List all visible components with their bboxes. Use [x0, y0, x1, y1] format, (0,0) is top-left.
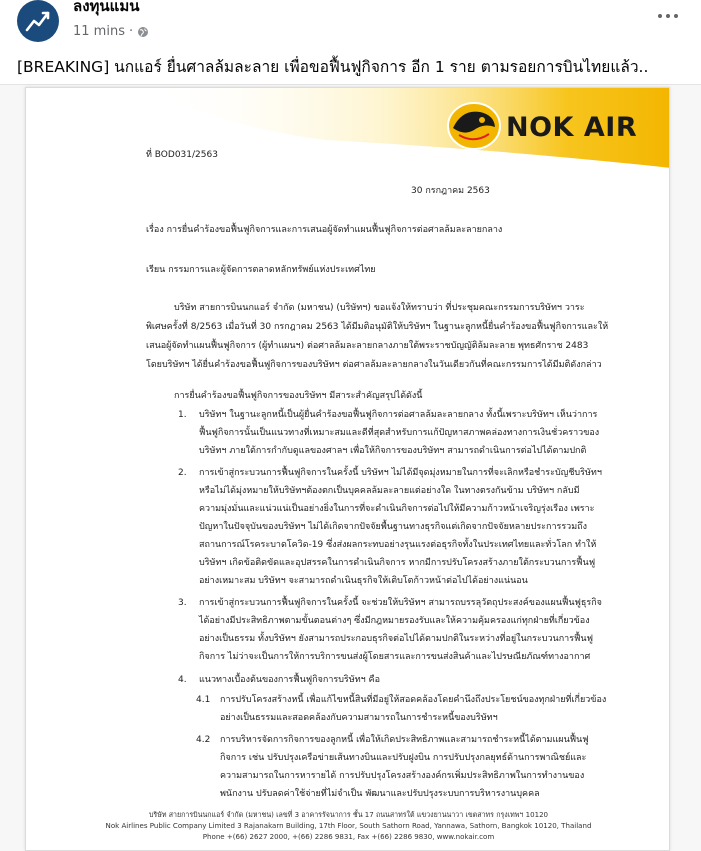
intro-line: บริษัท สายการบินนกแอร์ จำกัด (มหาชน) (บริษัทฯ) ขอแจ้งให้ทราบว่า ที่ประชุมคณะกรรมการบริษัทฯ วาระ — [174, 303, 585, 313]
nok-bird-icon — [444, 100, 504, 152]
item-number: 2. — [178, 468, 187, 478]
item-line: บริษัทฯ ในฐานะลูกหนี้เป็นผู้ยื่นคำร้องขอฟื้นฟูกิจการต่อศาลล้มละลายกลาง ทั้งนี้เพราะบริษัทฯ เห็นว่าการ — [199, 410, 598, 420]
item-number: 3. — [178, 598, 187, 608]
document-image[interactable] — [25, 87, 670, 851]
item-line: สถานการณ์โรคระบาดโควิด-19 ซึ่งส่งผลกระทบอย่างรุนแรงต่อธุรกิจทั้งในประเทศไทยและทั่วโลก ทำให้ — [199, 540, 597, 550]
document-date: 30 กรกฎาคม 2563 — [411, 186, 490, 196]
more-options-button[interactable] — [655, 6, 683, 26]
subitem-line: การบริหารจัดการกิจการของลูกหนี้ เพื่อให้เกิดประสิทธิภาพและสามารถชำระหนี้ได้ตามแผนฟื้นฟู — [220, 735, 589, 745]
intro-line: เสนอผู้จัดทำแผนฟื้นฟูกิจการ (ผู้ทำแผนฯ) ต่อศาลล้มละลายกลางภายใต้พระราชบัญญัติล้มละลาย พุทธศักราช 2483 — [146, 341, 589, 351]
menu-dot — [674, 14, 678, 18]
post-header — [0, 0, 701, 46]
subitem-number: 4.2 — [196, 735, 211, 745]
item-line: ปัญหาในปัจจุบันของบริษัทฯ ไม่ได้เกิดจากปัจจัยพื้นฐานทางธุรกิจแต่เกิดจากปัจจัยหลายประการรวมถึง — [199, 522, 587, 532]
meta-separator: · — [128, 24, 134, 39]
item-line: การเข้าสู่กระบวนการฟื้นฟูกิจการในครั้งนี้ จะช่วยให้บริษัทฯ สามารถบรรลุวัตถุประสงค์ของแผนฟื้นฟูธุรกิจ — [199, 598, 602, 608]
item-number: 1. — [178, 410, 187, 420]
item-line: บริษัทฯ เกิดข้อติดขัดและอุปสรรคในการดำเนินกิจการ หากมีการปรับโครงสร้างภายใต้กระบวนการฟื้นฟู — [199, 558, 596, 568]
item-line: ฟื้นฟูกิจการนั้นเป็นแนวทางที่เหมาะสมและดีที่สุดสำหรับการแก้ปัญหาสภาพคล่องทางการเงินชั่วคราวของ — [199, 428, 600, 438]
summary-heading: การยื่นคำร้องขอฟื้นฟูกิจการของบริษัทฯ มีสาระสำคัญสรุปได้ดังนี้ — [174, 391, 423, 401]
item-line: ความมุ่งมั่นและแน่วแน่เป็นอย่างยิ่งในการที่จะดำเนินกิจการต่อไปให้มีความก้าวหน้าเจริญรุ่งเรือง เพราะ — [199, 504, 595, 514]
intro-line: พิเศษครั้งที่ 8/2563 เมื่อวันที่ 30 กรกฎาคม 2563 ได้มีมติอนุมัติให้บริษัทฯ ในฐานะลูกหนี้ยื่นคำร้องขอฟื้นฟูกิจการและให้ — [146, 322, 609, 332]
subitem-line: อย่างเป็นธรรมและสอดคล้องกับความสามารถในการชำระหนี้ของบริษัทฯ — [220, 713, 498, 723]
subitem-number: 4.1 — [196, 695, 211, 705]
post-text: [BREAKING] นกแอร์ ยื่นศาลล้มละลาย เพื่อขอฟื้นฟูกิจการ อีก 1 ราย ตามรอยการบินไทยแล้ว.. — [17, 58, 649, 76]
brand-name: NOK AIR — [506, 112, 638, 143]
subitem-line: พนักงาน ปรับลดค่าใช้จ่ายที่ไม่จำเป็น พัฒนาและปรับปรุงระบบการบริหารงานบุคคล — [220, 789, 540, 799]
more-horizontal-icon — [658, 14, 662, 18]
document-ref: ที่ BOD031/2563 — [146, 150, 218, 160]
post-time[interactable]: 11 mins — [73, 24, 125, 39]
globe-icon[interactable] — [137, 26, 149, 38]
chart-line-icon — [17, 0, 59, 42]
subitem-line: การปรับโครงสร้างหนี้ เพื่อแก้ไขหนี้สินที่มีอยู่ให้สอดคล้องโดยคำนึงถึงประโยชน์ของทุกฝ่ายที่เกี่ยวข้อง — [220, 695, 607, 705]
subitem-line: กิจการ เช่น ปรับปรุงเครือข่ายเส้นทางบินและปรับฝูงบิน การปรับปรุงกลยุทธ์ด้านการพาณิชย์และ — [220, 753, 587, 763]
item-line: แนวทางเบื้องต้นของการฟื้นฟูกิจการบริษัทฯ คือ — [199, 675, 380, 685]
item-line: กิจการ ไม่ว่าจะเป็นการให้การบริการขนส่งผู้โดยสารและการขนส่งสินค้าและไปรษณียภัณฑ์ทางอากาศ — [199, 652, 591, 662]
item-line: บริษัทฯ ภายใต้การกำกับดูแลของศาลฯ เพื่อให้กิจการของบริษัทฯ สามารถดำเนินการต่อไปได้ตามปกติ — [199, 446, 587, 456]
page-avatar[interactable] — [17, 0, 59, 42]
item-line: อย่างเหมาะสม บริษัทฯ จะสามารถดำเนินธุรกิจให้เติบโตก้าวหน้าต่อไปได้อย่างแน่นอน — [199, 576, 528, 586]
item-line: หรือไม่ได้มุ่งหมายให้บริษัทฯต้องตกเป็นบุคคลล้มละลายแต่อย่างใด ในทางตรงกันข้าม บริษัทฯ กลับมี — [199, 486, 580, 496]
item-line: ได้อย่างมีประสิทธิภาพตามขั้นตอนต่างๆ ซึ่งมีกฎหมายรองรับและให้ความคุ้มครองแก่ทุกฝ่ายที่เกี่ยวข้อง — [199, 616, 590, 626]
footer-line: Nok Airlines Public Company Limited 3 Rajanakarn Building, 17th Floor, South Sathorn Road, Yannawa, Sathorn, Bangkok 10120, Thailand — [105, 821, 592, 830]
footer-line: บริษัท สายการบินนกแอร์ จำกัด (มหาชน) เลขที่ 3 อาคารรัจนาการ ชั้น 17 ถนนสาทรใต้ แขวงยานนาวา เขตสาทร กรุงเทพฯ 10120 — [148, 810, 549, 819]
menu-dot — [666, 14, 670, 18]
item-line: อย่างเป็นธรรม ทั้งบริษัทฯ ยังสามารถประกอบธุรกิจต่อไปได้ตามปกติในระหว่างที่อยู่ในกระบวนการฟื้นฟู — [199, 634, 593, 644]
document-recipient: เรียน กรรมการและผู้จัดการตลาดหลักทรัพย์แห่งประเทศไทย — [146, 265, 376, 275]
item-number: 4. — [178, 675, 187, 685]
intro-line: โดยบริษัทฯ ได้ยื่นคำร้องขอฟื้นฟูกิจการของบริษัทฯ ต่อศาลล้มละลายกลางในวันเดียวกันที่คณะกรรมการได้มีมติดังกล่าว — [146, 360, 602, 370]
subitem-line: ความสามารถในการหารายได้ การปรับปรุงโครงสร้างองค์กรเพิ่มประสิทธิภาพในการทำงานของ — [220, 771, 585, 781]
page-name[interactable]: ลงทุนแมน — [73, 0, 140, 15]
post-meta — [73, 24, 149, 39]
document-subject: เรื่อง การยื่นคำร้องขอฟื้นฟูกิจการและการเสนอผู้จัดทำแผนฟื้นฟูกิจการต่อศาลล้มละลายกลาง — [146, 225, 503, 235]
item-line: การเข้าสู่กระบวนการฟื้นฟูกิจการในครั้งนี้ บริษัทฯ ไม่ได้มีจุดมุ่งหมายในการที่จะเลิกหรือชำระบัญชีบริษัทฯ — [199, 468, 602, 478]
footer-line: Phone +(66) 2627 2000, +(66) 2286 9831, Fax +(66) 2286 9830, www.nokair.com — [202, 832, 495, 841]
